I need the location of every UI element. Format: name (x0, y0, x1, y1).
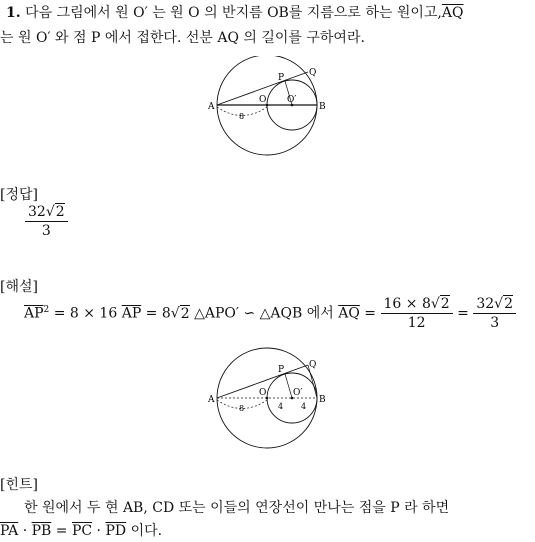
figure-1 (205, 56, 335, 161)
hint-heading: [힌트] (0, 477, 38, 493)
label-8: 8 (239, 112, 245, 121)
problem-text-2: 는 원 O′ 와 점 P 에서 접한다. 선분 AQ 의 길이를 구하여라. (0, 30, 365, 46)
label-o-2: O (259, 388, 267, 398)
seg-ap-2: $\overline{AP}$ (121, 305, 142, 322)
hint-eq: = (51, 523, 72, 539)
seg-pb: $\overline{PB}$ (31, 523, 52, 539)
eq4: = (452, 305, 474, 322)
similar-triangles: △APO′ ∽ △AQB 에서 (189, 305, 339, 322)
frac1-root: 2 (440, 296, 450, 312)
hint-dot-2: · (92, 523, 106, 539)
hint-line-2 (0, 520, 162, 540)
answer-denominator: 3 (41, 223, 51, 239)
problem-line-2 (0, 27, 365, 47)
label-4-b: 4 (301, 402, 307, 411)
eq2-root: 2 (180, 305, 190, 322)
eq2: = 8 (141, 305, 171, 322)
label-a: A (208, 102, 215, 112)
label-o: O (259, 95, 267, 105)
problem-text-1: 다음 그림에서 원 O′ 는 원 O 의 반지름 OB를 지름으로 하는 원이고, (25, 5, 442, 21)
seg-ap: $\overline{AP}$ (24, 305, 44, 322)
solution-equation: $\overline{AP}^2 = 8 \times 16$ $\overline{AP} = 8√2$ △APO′ ∽ △AQB 에서 $\overline{AQ}$ = $\frac{16 \times 8√2}{12}$ = $\frac{32√2}{3}$ (24, 296, 516, 331)
eq1: = 8 × 16 (49, 305, 122, 322)
seg-aq-sol: $\overline{AQ}$ (338, 305, 360, 322)
hint-line-1: 한 원에서 두 현 AB, CD 또는 이들의 연장선이 만나는 점을 P 라 하면 (24, 500, 450, 516)
seg-pd: $\overline{PD}$ (105, 523, 127, 539)
seg-pa: $\overline{PA}$ (0, 523, 19, 539)
figure-2 (205, 347, 335, 453)
label-b-2: B (319, 395, 326, 405)
radius-o-prime-p-2 (285, 374, 292, 398)
label-o-prime-2: O′ (293, 388, 303, 398)
segment-aq: $\overline{AQ}$ (441, 5, 464, 21)
frac2-coef: 32 (476, 296, 495, 312)
frac2-den: 3 (490, 315, 500, 331)
seg-pc: $\overline{PC}$ (71, 523, 93, 539)
label-p-2: P (278, 365, 285, 375)
eq3: = (359, 305, 381, 322)
label-a-2: A (208, 395, 215, 405)
problem-line-1 (6, 2, 463, 22)
ap-exponent: 2 (43, 304, 50, 315)
label-8-2: 8 (239, 404, 245, 413)
solution-heading: [해설] (0, 279, 38, 295)
label-4-a: 4 (278, 402, 284, 411)
answer-heading: [정답] (0, 187, 38, 203)
label-o-prime: O′ (287, 95, 297, 105)
answer-coef: 32 (28, 204, 46, 220)
answer-value: $\frac{32√2}{3}$ (25, 204, 68, 239)
problem-number: 1. (6, 5, 21, 21)
frac2-root: 2 (504, 296, 514, 312)
label-p: P (278, 73, 285, 83)
frac1-num: 16 × 8 (383, 296, 431, 312)
hint-tail: 이다. (126, 523, 163, 539)
label-q-2: Q (309, 360, 317, 370)
answer-root: 2 (55, 204, 65, 220)
frac1-den: 12 (407, 315, 426, 331)
label-b: B (319, 102, 326, 112)
hint-dot-1: · (18, 523, 32, 539)
label-q: Q (309, 68, 317, 78)
